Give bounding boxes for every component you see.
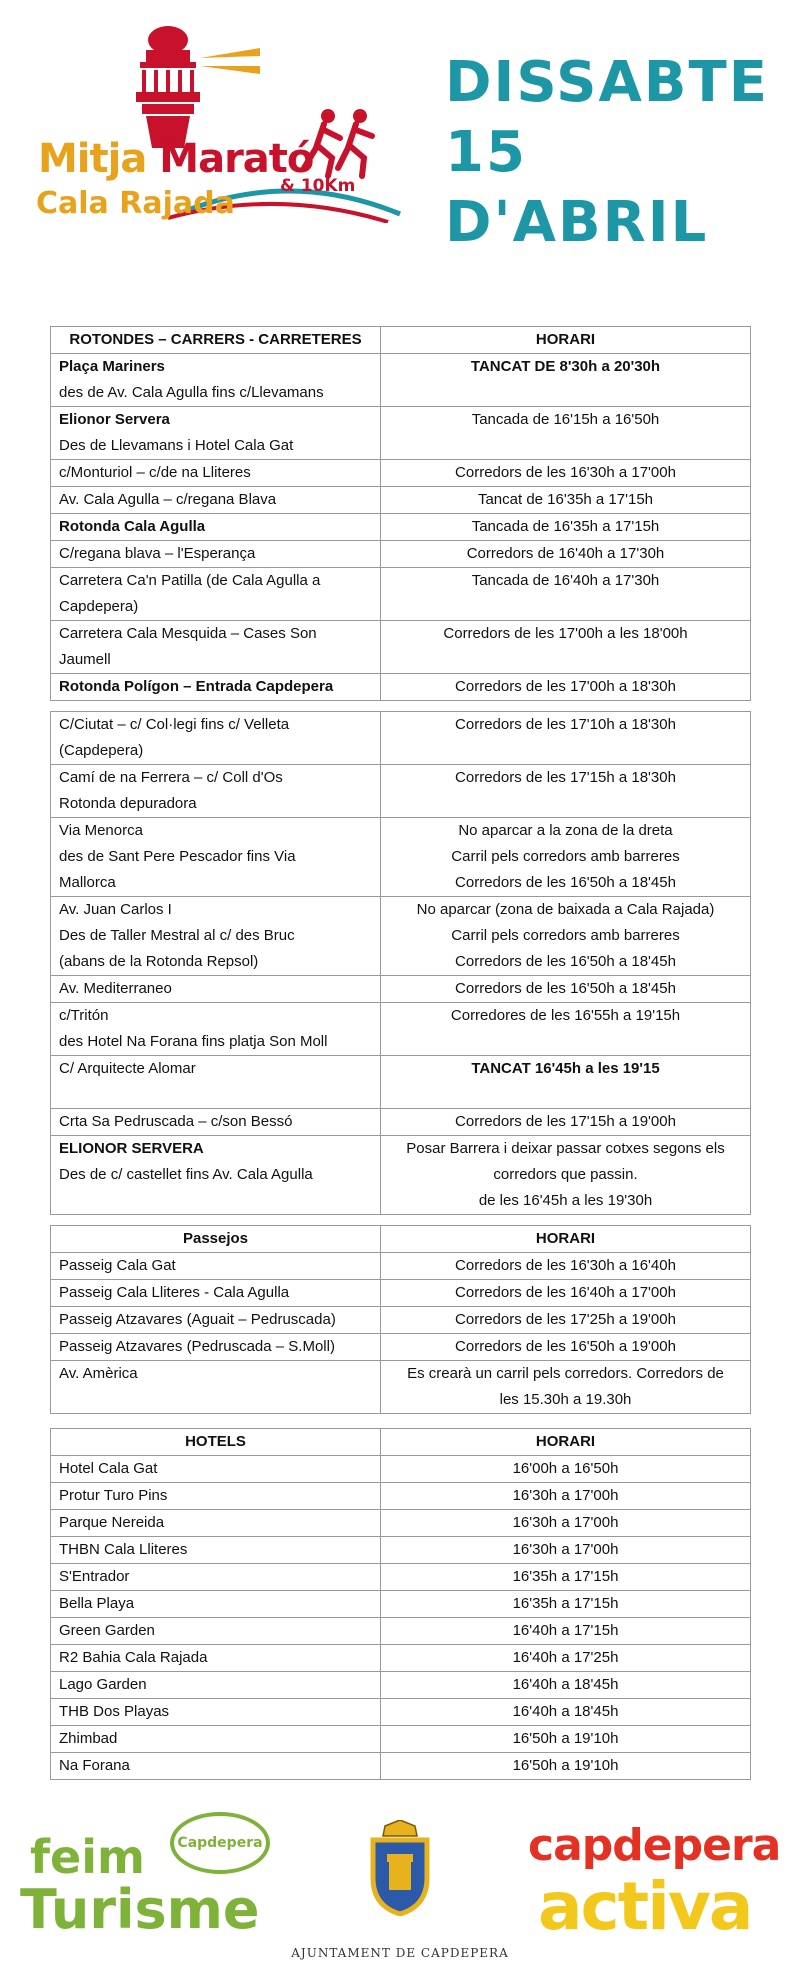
schedule-line: Corredors de les 16'30h a 16'40h [455, 1257, 676, 1274]
location-line: Rotonda Polígon – Entrada Capdepera [59, 678, 334, 695]
table-row [51, 1361, 751, 1414]
schedule-line: 16'30h a 17'00h [512, 1514, 619, 1531]
schedule-cell [381, 1109, 751, 1136]
schedule-line: 16'35h a 17'15h [512, 1568, 619, 1585]
logo-title-part2: Marató [159, 136, 314, 182]
schedule-line: Corredors de les 17'15h a 18'30h [455, 769, 676, 786]
location-line: (Capdepera) [59, 742, 144, 759]
schedule-line: 16'00h a 16'50h [512, 1460, 619, 1477]
table-row [51, 1564, 751, 1591]
streets-schedule-table [50, 711, 751, 1215]
location-line: Rotonda depuradora [59, 795, 197, 812]
table-row [51, 1645, 751, 1672]
table-row [51, 1280, 751, 1307]
schedule-line: Tancat de 16'35h a 17'15h [477, 491, 654, 508]
schedule-cell [381, 1564, 751, 1591]
schedule-line: Corredors de les 17'00h a les 18'00h [443, 625, 688, 642]
schedule-cell [381, 407, 751, 460]
logo-title [38, 136, 313, 182]
table-row [51, 487, 751, 514]
schedule-cell [381, 1003, 751, 1056]
location-line: Lago Garden [59, 1676, 147, 1693]
schedule-line: de les 16'45h a les 19'30h [478, 1192, 653, 1209]
location-line: c/Monturiol – c/de na Lliteres [59, 464, 251, 481]
schedule-cell [381, 1307, 751, 1334]
logo-km: & 10Km [280, 176, 356, 196]
schedule-line: Corredors de les 16'30h a 17'00h [455, 464, 676, 481]
schedule-cell [381, 1672, 751, 1699]
schedule-cell [381, 1645, 751, 1672]
table-row [51, 407, 751, 460]
location-line: Capdepera) [59, 598, 139, 615]
table-row [51, 1253, 751, 1280]
location-cell [51, 621, 381, 674]
schedule-cell [381, 976, 751, 1003]
schedule-line: Es crearà un carril pels corredors. Corredors de [407, 1365, 724, 1382]
column-header-hotels: HOTELS [51, 1429, 381, 1456]
schedule-line: 16'40h a 17'25h [512, 1649, 619, 1666]
location-line [59, 1387, 372, 1413]
location-line: Zhimbad [59, 1730, 118, 1747]
schedule-cell [381, 1253, 751, 1280]
schedule-line: Corredors de les 16'50h a 18'45h [455, 980, 676, 997]
ajuntament-name: AJUNTAMENT DE CAPDEPERA [291, 1946, 509, 1960]
schedule-cell [381, 1456, 751, 1483]
schedule-cell [381, 1726, 751, 1753]
location-line: Passeig Atzavares (Pedruscada – S.Moll) [59, 1338, 335, 1355]
location-line: R2 Bahia Cala Rajada [59, 1649, 208, 1666]
location-cell [51, 568, 381, 621]
column-header-roads: ROTONDES – CARRERS - CARRETERES [51, 327, 381, 354]
location-cell [51, 1537, 381, 1564]
column-header-schedule: HORARI [381, 327, 751, 354]
column-header-promenades: Passejos [51, 1226, 381, 1253]
schedule-line: Corredors de les 17'15h a 19'00h [455, 1113, 676, 1130]
table-row [51, 712, 751, 765]
location-line: Jaumell [59, 651, 111, 668]
schedule-cell [381, 1136, 751, 1215]
activa-logo-line1: capdepera [528, 1820, 781, 1871]
table-row [51, 1334, 751, 1361]
location-line: Parque Nereida [59, 1514, 165, 1531]
schedule-cell [381, 487, 751, 514]
location-cell [51, 1483, 381, 1510]
location-line: Plaça Mariners [59, 358, 165, 375]
schedule-line: 16'40h a 18'45h [512, 1703, 619, 1720]
feim-logo-line1: feim [30, 1830, 145, 1884]
table-header-row [51, 1226, 751, 1253]
header [0, 0, 800, 255]
schedule-cell [381, 1618, 751, 1645]
schedule-cell [381, 1699, 751, 1726]
location-cell [51, 354, 381, 407]
schedule-cell [381, 897, 751, 976]
schedule-cell [381, 621, 751, 674]
location-line: Crta Sa Pedruscada – c/son Bessó [59, 1113, 293, 1130]
ajuntament-logo [290, 1820, 510, 1960]
location-line: Carretera Cala Mesquida – Cases Son [59, 625, 317, 642]
schedule-line: Tancada de 16'35h a 17'15h [471, 518, 660, 535]
location-line [59, 1188, 372, 1214]
table-row [51, 1056, 751, 1109]
table-header-row [51, 327, 751, 354]
location-cell [51, 1307, 381, 1334]
table-row [51, 514, 751, 541]
schedule-line: Tancada de 16'40h a 17'30h [471, 572, 660, 589]
location-line: C/ Arquitecte Alomar [59, 1060, 196, 1077]
footer [0, 1790, 800, 1965]
location-line: Via Menorca [59, 822, 143, 839]
location-cell [51, 818, 381, 897]
location-line: des Hotel Na Forana fins platja Son Moll [59, 1033, 328, 1050]
table-row [51, 1109, 751, 1136]
schedule-line: 16'35h a 17'15h [512, 1595, 619, 1612]
schedule-line: Tancada de 16'15h a 16'50h [471, 411, 660, 428]
location-cell [51, 1645, 381, 1672]
location-line: Carretera Ca'n Patilla (de Cala Agulla a [59, 572, 321, 589]
location-line: Av. Juan Carlos I [59, 901, 172, 918]
schedule-cell [381, 354, 751, 407]
location-cell [51, 976, 381, 1003]
activa-logo-line2: activa [538, 1868, 752, 1945]
logo-subtitle: Cala Rajada [36, 186, 235, 221]
schedule-cell [381, 460, 751, 487]
table-row [51, 1537, 751, 1564]
table-row [51, 976, 751, 1003]
location-cell [51, 1456, 381, 1483]
table-row [51, 354, 751, 407]
table-row [51, 674, 751, 701]
coat-of-arms-icon [365, 1820, 435, 1916]
table-row [51, 1618, 751, 1645]
location-line: THBN Cala Lliteres [59, 1541, 188, 1558]
location-line: Passeig Cala Gat [59, 1257, 176, 1274]
location-line: C/regana blava – l'Esperança [59, 545, 256, 562]
schedule-line: Corredors de les 17'10h a 18'30h [455, 716, 676, 733]
schedule-cell [381, 1537, 751, 1564]
schedule-line [389, 1082, 742, 1108]
schedule-cell [381, 1056, 751, 1109]
schedule-line: Corredors de les 16'50h a 19'00h [455, 1338, 676, 1355]
table-row [51, 1136, 751, 1215]
table-row [51, 1672, 751, 1699]
roads-schedule-table [50, 326, 751, 701]
table-row [51, 1591, 751, 1618]
schedule-line: Corredors de les 16'40h a 17'00h [455, 1284, 676, 1301]
location-line: Passeig Cala Lliteres - Cala Agulla [59, 1284, 290, 1301]
schedule-cell [381, 1753, 751, 1780]
schedule-cell [381, 514, 751, 541]
feim-logo-badge: Capdepera [170, 1812, 270, 1874]
location-cell [51, 487, 381, 514]
location-line: Na Forana [59, 1757, 130, 1774]
schedule-line: TANCAT 16'45h a les 19'15 [471, 1060, 660, 1077]
schedule-line: 16'50h a 19'10h [512, 1757, 619, 1774]
location-line: Camí de na Ferrera – c/ Coll d'Os [59, 769, 283, 786]
schedule-line: TANCAT DE 8'30h a 20'30h [470, 358, 661, 375]
schedule-line: Corredors de les 16'50h a 18'45h [455, 874, 676, 891]
location-line: Av. Amèrica [59, 1365, 138, 1382]
location-cell [51, 541, 381, 568]
location-cell [51, 712, 381, 765]
location-cell [51, 1003, 381, 1056]
schedule-line: les 15.30h a 19.30h [499, 1391, 632, 1408]
location-line: Des de c/ castellet fins Av. Cala Agulla [59, 1166, 313, 1183]
table-row [51, 621, 751, 674]
promenades-schedule-table [50, 1225, 751, 1414]
table-row [51, 460, 751, 487]
schedule-line: No aparcar (zona de baixada a Cala Rajada) [416, 901, 715, 918]
location-line: Bella Playa [59, 1595, 135, 1612]
location-line: Av. Cala Agulla – c/regana Blava [59, 491, 277, 508]
column-header-schedule: HORARI [381, 1226, 751, 1253]
table-row [51, 1726, 751, 1753]
location-cell [51, 1334, 381, 1361]
location-line: Rotonda Cala Agulla [59, 518, 206, 535]
location-cell [51, 1699, 381, 1726]
schedule-line: 16'40h a 18'45h [512, 1676, 619, 1693]
schedule-cell [381, 541, 751, 568]
location-cell [51, 1726, 381, 1753]
table-row [51, 1003, 751, 1056]
schedule-cell [381, 674, 751, 701]
table-row [51, 897, 751, 976]
table-row [51, 1699, 751, 1726]
capdepera-activa-logo [520, 1820, 790, 1960]
schedule-line: Carril pels corredors amb barreres [451, 848, 680, 865]
location-cell [51, 1510, 381, 1537]
schedule-cell [381, 1361, 751, 1414]
schedule-line: Corredors de les 17'00h a 18'30h [455, 678, 676, 695]
location-line: (abans de la Rotonda Repsol) [59, 953, 259, 970]
location-cell [51, 514, 381, 541]
schedule-line: 16'30h a 17'00h [512, 1487, 619, 1504]
location-cell [51, 1056, 381, 1109]
location-cell [51, 1672, 381, 1699]
schedule-line: Corredores de les 16'55h a 19'15h [450, 1007, 681, 1024]
location-line [59, 1082, 372, 1108]
location-cell [51, 1109, 381, 1136]
schedule-line: 16'50h a 19'10h [512, 1730, 619, 1747]
location-line: Hotel Cala Gat [59, 1460, 158, 1477]
schedule-line: Corredors de 16'40h a 17'30h [466, 545, 665, 562]
location-line: Elionor Servera [59, 411, 170, 428]
location-line: S'Entrador [59, 1568, 130, 1585]
location-line: Green Garden [59, 1622, 155, 1639]
location-cell [51, 460, 381, 487]
table-row [51, 1307, 751, 1334]
location-cell [51, 1280, 381, 1307]
table-row [51, 765, 751, 818]
schedule-cell [381, 1483, 751, 1510]
location-cell [51, 1253, 381, 1280]
location-cell [51, 1591, 381, 1618]
location-cell [51, 897, 381, 976]
location-line: Passeig Atzavares (Aguait – Pedruscada) [59, 1311, 336, 1328]
schedule-line: Carril pels corredors amb barreres [451, 927, 680, 944]
schedule-cell [381, 1334, 751, 1361]
table-row [51, 1753, 751, 1780]
location-cell [51, 1618, 381, 1645]
table-row [51, 1510, 751, 1537]
location-line: Mallorca [59, 874, 116, 891]
location-line: des de Sant Pere Pescador fins Via [59, 848, 296, 865]
schedule-cell [381, 818, 751, 897]
schedule-line: corredors que passin. [493, 1166, 638, 1183]
location-cell [51, 407, 381, 460]
schedule-line: Corredors de les 17'25h a 19'00h [455, 1311, 676, 1328]
table-header-row [51, 1429, 751, 1456]
schedule-cell [381, 712, 751, 765]
schedule-cell [381, 1510, 751, 1537]
schedule-line: 16'30h a 17'00h [512, 1541, 619, 1558]
schedule-line: No aparcar a la zona de la dreta [458, 822, 673, 839]
location-line: Av. Mediterraneo [59, 980, 172, 997]
event-date [445, 48, 775, 258]
column-header-schedule: HORARI [381, 1429, 751, 1456]
schedule-cell [381, 1591, 751, 1618]
location-line: Des de Taller Mestral al c/ des Bruc [59, 927, 295, 944]
location-cell [51, 1753, 381, 1780]
location-cell [51, 1564, 381, 1591]
logo-title-part1: Mitja [38, 136, 160, 182]
location-line: c/Tritón [59, 1007, 109, 1024]
date-line-1: DISSABTE [445, 50, 769, 115]
schedule-line: 16'40h a 17'15h [512, 1622, 619, 1639]
location-line: THB Dos Playas [59, 1703, 170, 1720]
schedule-cell [381, 765, 751, 818]
table-row [51, 1456, 751, 1483]
date-line-2: 15 D'ABRIL [445, 120, 709, 255]
location-cell [51, 674, 381, 701]
schedule-cell [381, 568, 751, 621]
schedule-line: Posar Barrera i deixar passar cotxes segons els [406, 1140, 725, 1157]
location-line: ELIONOR SERVERA [59, 1140, 204, 1157]
event-logo [28, 18, 418, 223]
location-line: Protur Turo Pins [59, 1487, 168, 1504]
location-cell [51, 1361, 381, 1414]
feim-logo-line2: Turisme [20, 1878, 260, 1941]
table-row [51, 818, 751, 897]
location-cell [51, 1136, 381, 1215]
schedule-cell [381, 1280, 751, 1307]
table-row [51, 541, 751, 568]
hotels-schedule-table [50, 1428, 751, 1780]
location-line: Des de Llevamans i Hotel Cala Gat [59, 437, 294, 454]
location-cell [51, 765, 381, 818]
schedule-line: Corredors de les 16'50h a 18'45h [455, 953, 676, 970]
table-row [51, 1483, 751, 1510]
location-line: C/Ciutat – c/ Col·legi fins c/ Velleta [59, 716, 290, 733]
location-line: des de Av. Cala Agulla fins c/Llevamans [59, 384, 324, 401]
feim-turisme-logo [20, 1830, 280, 1950]
table-row [51, 568, 751, 621]
